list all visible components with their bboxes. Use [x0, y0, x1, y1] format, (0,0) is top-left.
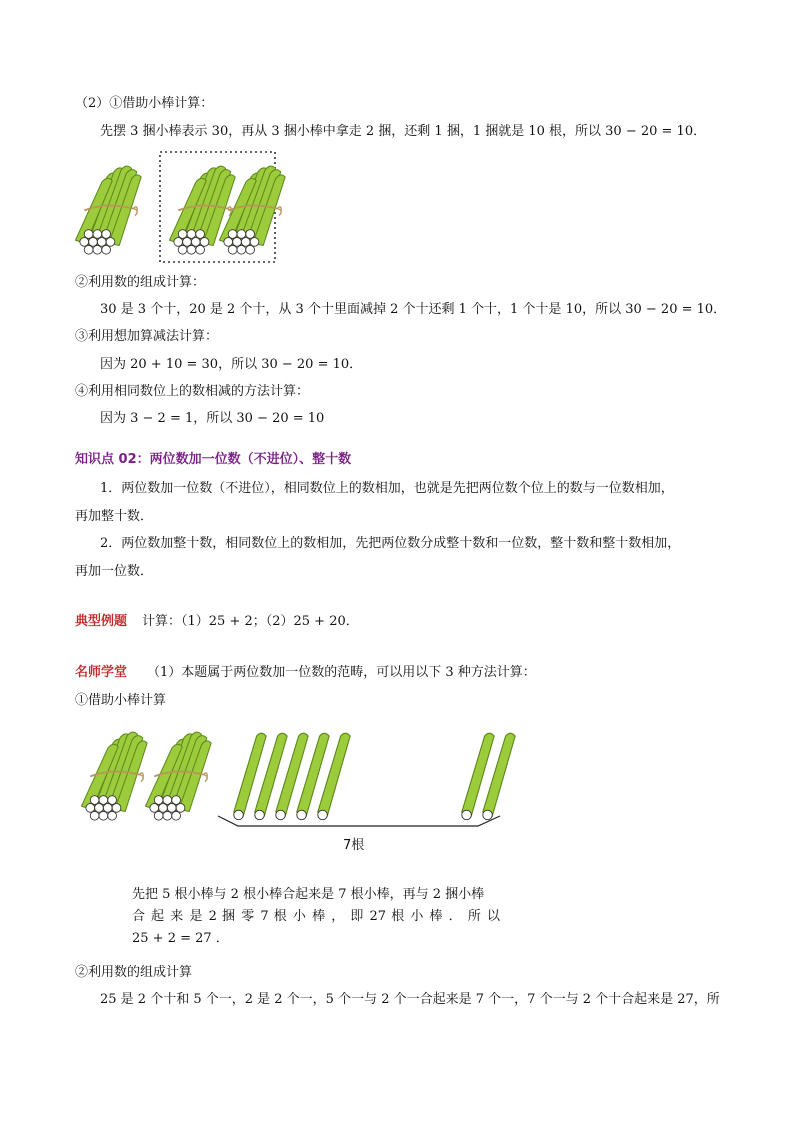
sec2-line1: 先摆 3 捆小棒表示 30，再从 3 捆小棒中拿走 2 捆，还剩 1 捆，1 捆就是 10 根，所以 30 − 20 = 10． — [100, 124, 707, 139]
example-text: 计算：（1）25 + 2；（2）25 + 20． — [142, 614, 359, 629]
stick-bundle-icon — [82, 732, 148, 820]
teacher-m2-text: 25 是 2 个十和 5 个一，2 是 2 个一，5 个一与 2 个一合起来是 7 个一，7 个一与 2 个十合起来是 27，所 — [100, 992, 720, 1007]
bundles-figure-2 — [78, 718, 538, 858]
sec2-title: （2）①借助小棒计算： — [75, 96, 214, 111]
brace-label: 7根 — [343, 838, 365, 853]
m3-title: ③利用想加算减法计算： — [75, 329, 219, 344]
explanation-line3: 25 + 2 = 27 ． — [132, 931, 229, 946]
teacher-m1-title: ①借助小棒计算 — [75, 693, 167, 708]
m4-title: ④利用相同数位上的数相减的方法计算： — [75, 384, 310, 399]
teacher-tag: 名师学堂 — [75, 665, 128, 680]
m4-text: 因为 3 − 2 = 1，所以 30 − 20 = 10 — [100, 411, 325, 426]
knowledge-point-heading: 知识点 02：两位数加一位数（不进位）、整十数 — [75, 452, 352, 467]
stick-bundle-icon — [76, 166, 142, 254]
explanation-line1: 先把 5 根小棒与 2 根小棒合起来是 7 根小棒，再与 2 捆小棒 — [132, 887, 485, 902]
bundles-figure-1 — [72, 150, 282, 265]
kp-p1a: 1．两位数加一位数（不进位），相同数位上的数相加，也就是先把两位数个位上的数与一位数相加， — [100, 481, 674, 496]
kp-p1b: 再加整十数． — [75, 509, 154, 524]
m2-text: 30 是 3 个十，20 是 2 个十，从 3 个十里面减掉 2 个十还剩 1 个十，1 个十是 10，所以 30 − 20 = 10． — [100, 302, 727, 317]
explanation-line2: 合 起 来 是 2 捆 零 7 根 小 棒 ， 即 27 根 小 棒 ． 所 以 — [132, 909, 500, 924]
teacher-m2-title: ②利用数的组成计算 — [75, 965, 193, 980]
teacher-text: （1）本题属于两位数加一位数的范畴，可以用以下 3 种方法计算： — [147, 665, 536, 680]
example-tag: 典型例题 — [75, 614, 128, 629]
kp-p2b: 再加一位数． — [75, 564, 154, 579]
kp-p2a: 2．两位数加整十数，相同数位上的数相加，先把两位数分成整十数和一位数，整十数和整十数相加， — [100, 536, 681, 551]
m3-text: 因为 20 + 10 = 30，所以 30 − 20 = 10． — [100, 357, 363, 372]
m2-title: ②利用数的组成计算： — [75, 275, 206, 290]
stick-bundle-icon — [146, 732, 212, 820]
